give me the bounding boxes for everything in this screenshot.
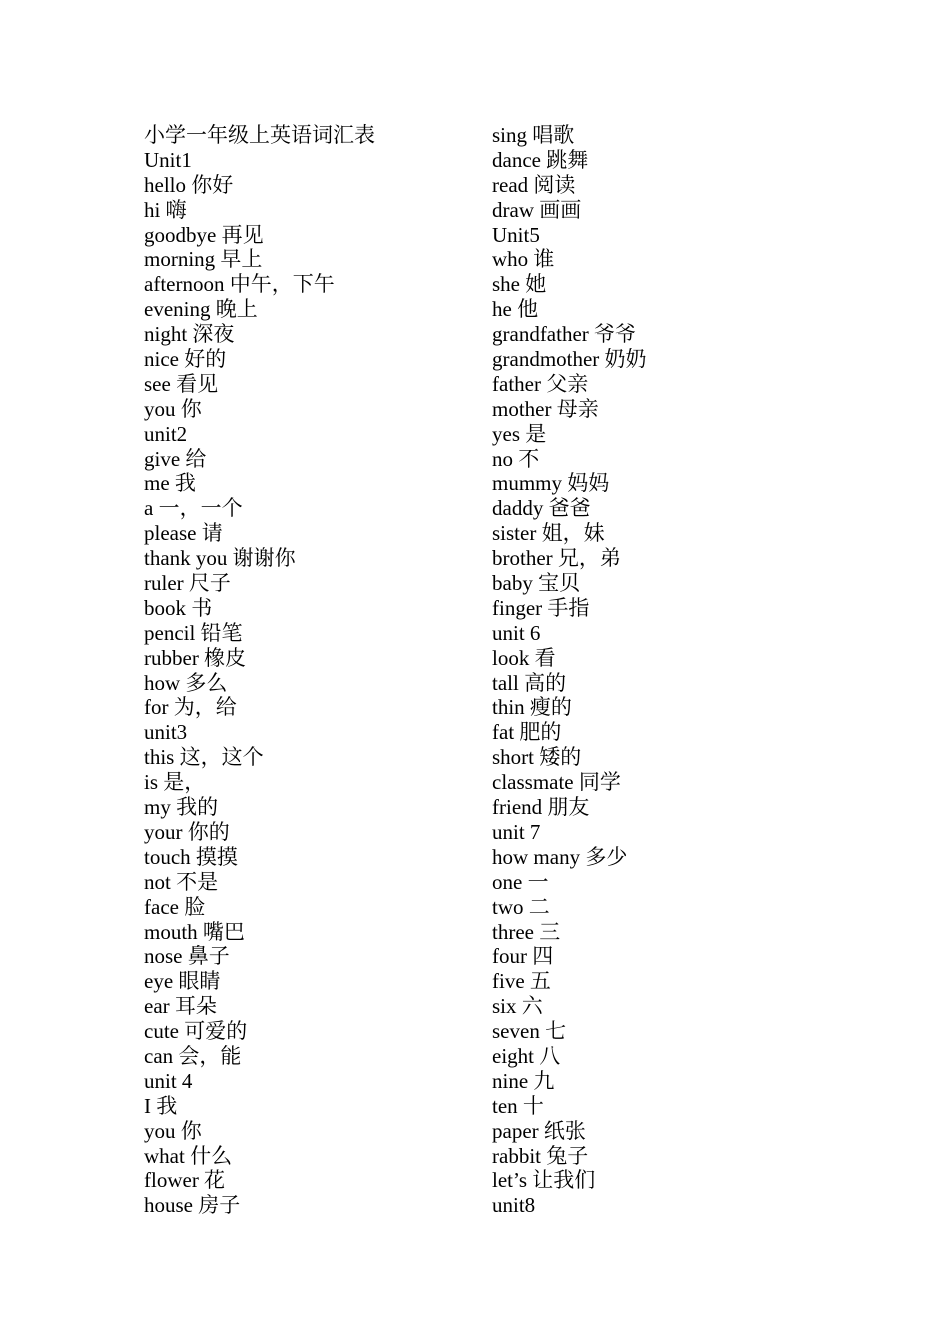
- vocabulary-line: unit8: [492, 1193, 536, 1218]
- vocabulary-line: you 你: [144, 396, 202, 421]
- vocabulary-line: Unit5: [492, 222, 540, 247]
- vocabulary-line: mouth 嘴巴: [144, 919, 245, 944]
- vocabulary-line: short 矮的: [492, 745, 582, 770]
- vocabulary-line: flower 花: [144, 1168, 226, 1193]
- vocabulary-line: sister 姐，妹: [492, 521, 605, 546]
- vocabulary-line: my 我的: [144, 795, 219, 820]
- vocabulary-line: how 多么: [144, 670, 228, 695]
- vocabulary-line: four 四: [492, 944, 554, 969]
- vocabulary-line: read 阅读: [492, 172, 576, 197]
- vocabulary-line: touch 摸摸: [144, 844, 238, 869]
- vocabulary-line: no 不: [492, 446, 540, 471]
- vocabulary-line: baby 宝贝: [492, 571, 581, 596]
- vocabulary-line: three 三: [492, 919, 561, 944]
- vocabulary-line: yes 是: [492, 421, 547, 446]
- vocabulary-line: nose 鼻子: [144, 944, 230, 969]
- vocabulary-line: unit2: [144, 421, 188, 446]
- vocabulary-line: brother 兄，弟: [492, 546, 621, 571]
- vocabulary-line: give 给: [144, 446, 207, 471]
- vocabulary-line: hello 你好: [144, 172, 234, 197]
- vocabulary-line: rubber 橡皮: [144, 645, 247, 670]
- vocabulary-line: what 什么: [144, 1143, 233, 1168]
- vocabulary-line: draw 画画: [492, 197, 582, 222]
- vocabulary-line: nine 九: [492, 1068, 555, 1093]
- vocabulary-line: mother 母亲: [492, 396, 599, 421]
- vocabulary-line: friend 朋友: [492, 795, 590, 820]
- vocabulary-line: thin 瘦的: [492, 695, 572, 720]
- vocabulary-line: 小学一年级上英语词汇表: [144, 123, 375, 147]
- vocabulary-line: eight 八: [492, 1043, 561, 1068]
- vocabulary-line: let’s 让我们: [492, 1168, 596, 1193]
- vocabulary-line: for 为，给: [144, 695, 237, 720]
- vocabulary-line: grandfather 爷爷: [492, 322, 637, 347]
- vocabulary-line: daddy 爸爸: [492, 496, 591, 521]
- vocabulary-line: ruler 尺子: [144, 571, 231, 596]
- vocabulary-line: hi 嗨: [144, 197, 187, 222]
- vocabulary-line: goodbye 再见: [144, 222, 264, 247]
- vocabulary-line: look 看: [492, 645, 556, 670]
- vocabulary-line: this 这，这个: [144, 745, 264, 770]
- left-vocabulary-column: [144, 123, 375, 1218]
- vocabulary-line: seven 七: [492, 1019, 567, 1044]
- vocabulary-line: two 二: [492, 894, 550, 919]
- vocabulary-line: eye 眼睛: [144, 969, 221, 994]
- vocabulary-line: sing 唱歌: [492, 123, 575, 147]
- vocabulary-line: five 五: [492, 969, 551, 994]
- vocabulary-line: finger 手指: [492, 595, 590, 620]
- vocabulary-line: is 是，: [144, 770, 206, 795]
- vocabulary-line: ten 十: [492, 1093, 544, 1118]
- vocabulary-line: unit3: [144, 720, 188, 745]
- vocabulary-line: fat 肥的: [492, 720, 562, 745]
- vocabulary-line: cute 可爱的: [144, 1019, 248, 1044]
- vocabulary-line: night 深夜: [144, 322, 235, 347]
- vocabulary-line: see 看见: [144, 371, 219, 396]
- vocabulary-line: not 不是: [144, 869, 219, 894]
- vocabulary-line: face 脸: [144, 894, 206, 919]
- vocabulary-line: mummy 妈妈: [492, 471, 610, 496]
- vocabulary-line: Unit1: [144, 147, 192, 172]
- vocabulary-line: one 一: [492, 869, 549, 894]
- vocabulary-line: please 请: [144, 521, 223, 546]
- vocabulary-line: unit 6: [492, 620, 541, 645]
- vocabulary-line: nice 好的: [144, 347, 227, 372]
- vocabulary-line: unit 4: [144, 1068, 193, 1093]
- vocabulary-line: classmate 同学: [492, 770, 621, 795]
- vocabulary-line: house 房子: [144, 1193, 241, 1218]
- vocabulary-line: unit 7: [492, 819, 541, 844]
- vocabulary-line: you 你: [144, 1118, 202, 1143]
- vocabulary-line: she 她: [492, 272, 547, 297]
- vocabulary-line: who 谁: [492, 247, 555, 272]
- vocabulary-line: I 我: [144, 1093, 178, 1118]
- vocabulary-line: paper 纸张: [492, 1118, 586, 1143]
- right-vocabulary-column: [492, 123, 647, 1218]
- vocabulary-line: grandmother 奶奶: [492, 347, 647, 372]
- vocabulary-line: ear 耳朵: [144, 994, 217, 1019]
- vocabulary-line: six 六: [492, 994, 543, 1019]
- vocabulary-line: pencil 铅笔: [144, 620, 243, 645]
- vocabulary-line: rabbit 兔子: [492, 1143, 589, 1168]
- vocabulary-line: your 你的: [144, 819, 230, 844]
- vocabulary-line: can 会，能: [144, 1043, 242, 1068]
- vocabulary-line: he 他: [492, 297, 539, 322]
- vocabulary-line: a 一，一个: [144, 496, 243, 521]
- vocabulary-line: how many 多少: [492, 844, 628, 869]
- vocabulary-line: evening 晚上: [144, 297, 258, 322]
- vocabulary-line: dance 跳舞: [492, 147, 589, 172]
- vocabulary-line: morning 早上: [144, 247, 263, 272]
- vocabulary-line: father 父亲: [492, 371, 589, 396]
- vocabulary-line: book 书: [144, 595, 213, 620]
- vocabulary-line: thank you 谢谢你: [144, 546, 296, 571]
- vocabulary-line: me 我: [144, 471, 196, 496]
- vocabulary-line: tall 高的: [492, 670, 567, 695]
- vocabulary-line: afternoon 中午，下午: [144, 272, 335, 297]
